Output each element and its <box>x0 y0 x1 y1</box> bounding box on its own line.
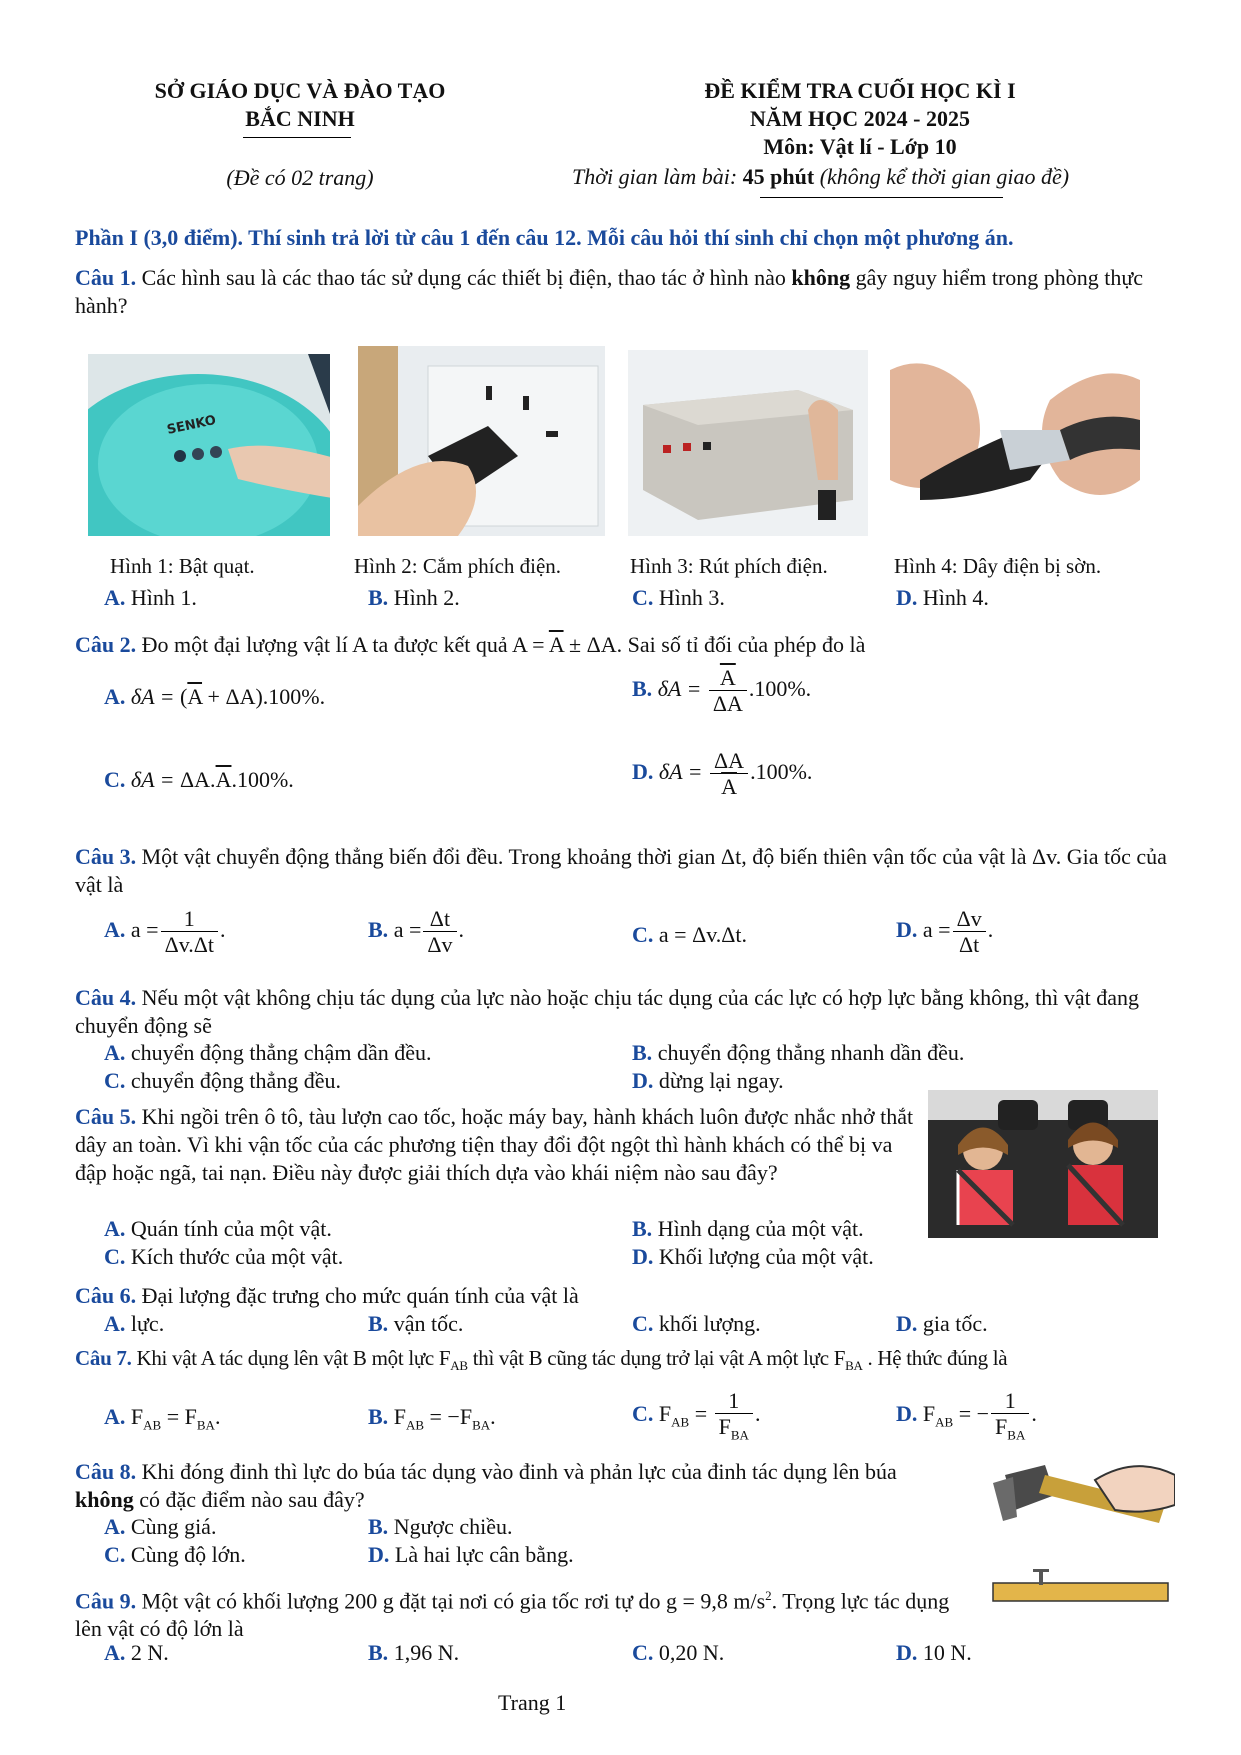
fraction: $\frac{1}{F_{BA}}$ <box>715 1388 753 1444</box>
q3-option-c[interactable] <box>632 922 747 948</box>
vector-f-ba <box>833 1346 863 1374</box>
option-letter: B. <box>368 1404 389 1429</box>
q6-option-b[interactable] <box>368 1311 463 1337</box>
plug-in-image <box>358 346 605 536</box>
vector-symbol: F <box>833 1346 846 1370</box>
option-text: chuyển động thẳng chậm dần đều. <box>125 1040 432 1065</box>
emphasis: không <box>791 265 851 290</box>
measurement-formula: $A = \overline{A} \pm \Delta A$. <box>511 632 623 657</box>
option-letter: D. <box>896 1640 918 1665</box>
q7-option-d[interactable]: D. $F_{AB}$ = − $\frac{1}{F_{BA}}$ . <box>896 1388 1037 1443</box>
option-letter: A. <box>104 1216 126 1241</box>
question-text: . Hệ thức đúng là <box>862 1346 1008 1370</box>
subject-line: Môn: Vật lí - Lớp 10 <box>763 134 957 159</box>
option-letter: B. <box>632 1216 653 1241</box>
option-text: Hình 1. <box>125 585 197 610</box>
unplug-image <box>628 350 868 536</box>
denominator: Δv.Δt <box>164 932 215 958</box>
question-text: Đo một đại lượng vật lí A ta được kết quả <box>136 632 512 657</box>
hammer-nail-image <box>985 1455 1175 1605</box>
fan-brand-label: SENKO <box>165 412 218 438</box>
q1-option-a[interactable] <box>104 585 197 611</box>
option-letter: D. <box>632 758 654 784</box>
question-2 <box>75 632 865 658</box>
q8-option-d[interactable] <box>368 1542 574 1568</box>
delta-symbol: δA = <box>658 758 709 784</box>
option-text: 10 N. <box>917 1640 972 1665</box>
header-right-rule <box>760 197 1003 198</box>
question-text: thì vật B cũng tác dụng trở lại vật A một lực <box>467 1346 834 1370</box>
option-letter: D. <box>368 1542 390 1567</box>
delta-symbol: δA = <box>657 675 707 701</box>
vector-f-ab <box>438 1346 468 1374</box>
option-letter: C. <box>104 1068 126 1093</box>
option-text: khối lượng. <box>653 1311 761 1336</box>
option-letter: B. <box>368 916 389 942</box>
option-expression: $(\overline{A} + \Delta A).100\%$. <box>180 684 326 709</box>
caption-figure-4: Hình 4: Dây điện bị sờn. <box>894 554 1102 578</box>
question-label: Câu 7. <box>75 1346 132 1370</box>
question-text: Một vật có khối lượng 200 g đặt tại nơi có gia tốc rơi tự do g = 9,8 m/s <box>136 1588 766 1614</box>
option-letter: B. <box>368 1311 389 1336</box>
option-text: dừng lại ngay. <box>653 1068 784 1093</box>
q5-option-d[interactable] <box>632 1244 874 1270</box>
question-8 <box>75 1458 960 1514</box>
time-value: 45 phút <box>742 164 815 189</box>
q1-option-d[interactable] <box>896 585 989 611</box>
option-tail: .100%. <box>750 758 813 784</box>
option-expression: a = Δv.Δt. <box>658 922 748 947</box>
fraction <box>709 665 747 717</box>
q9-option-d[interactable] <box>896 1640 972 1666</box>
option-letter: D. <box>896 916 918 942</box>
option-letter: A. <box>104 1640 126 1665</box>
numerator: Δt <box>423 906 456 932</box>
q2-option-c[interactable] <box>104 767 294 793</box>
q3-option-d[interactable] <box>896 906 993 958</box>
option-text: chuyển động thẳng nhanh dần đều. <box>652 1040 965 1065</box>
fraction <box>423 906 456 958</box>
seatbelt-children-image <box>928 1090 1158 1238</box>
option-letter: A. <box>104 1040 126 1065</box>
question-text: Sai số tỉ đối của phép đo là <box>622 632 866 657</box>
denominator: ΔA <box>712 691 743 717</box>
relation: = − <box>953 1400 990 1426</box>
emphasis: không <box>75 1487 134 1512</box>
option-text: Là hai lực cân bằng. <box>389 1542 574 1567</box>
option-text: 1,96 N. <box>388 1640 460 1665</box>
question-label: Câu 2. <box>75 632 137 657</box>
delta-symbol: δA = <box>130 684 181 709</box>
question-5 <box>75 1103 915 1187</box>
option-letter: C. <box>104 767 126 792</box>
numerator: Δv <box>953 906 986 932</box>
vector-subscript: AB <box>450 1358 468 1374</box>
q7-option-a[interactable] <box>104 1404 220 1433</box>
q5-option-b[interactable] <box>632 1216 864 1242</box>
option-tail: . <box>458 916 465 942</box>
option-letter: A. <box>104 916 126 942</box>
option-letter: C. <box>632 1640 654 1665</box>
option-text: Khối lượng của một vật. <box>653 1244 874 1269</box>
option-letter: C. <box>632 1400 654 1426</box>
question-label: Câu 1. <box>75 265 137 290</box>
option-tail: . <box>754 1400 761 1426</box>
question-3 <box>75 843 1170 899</box>
option-letter: B. <box>368 1514 389 1539</box>
option-lhs: a = <box>130 916 159 942</box>
option-text: Ngược chiều. <box>388 1514 513 1539</box>
fan-image <box>88 354 330 536</box>
delta-symbol: δA = <box>130 767 181 792</box>
denominator: Δv <box>427 932 453 958</box>
exponent: 2 <box>765 1588 772 1603</box>
question-label: Câu 9. <box>75 1588 137 1614</box>
page-count-note: (Đề có 02 trang) <box>226 165 374 190</box>
option-letter: D. <box>632 1068 654 1093</box>
option-expression: $F_{AB} = -F_{BA}$. <box>393 1404 496 1433</box>
time-prefix: Thời gian làm bài: <box>572 164 743 189</box>
option-text: lực. <box>125 1311 165 1336</box>
option-letter: B. <box>368 585 389 610</box>
denominator: A <box>721 774 737 800</box>
option-letter: A. <box>104 1514 126 1539</box>
question-text: Khi ngồi trên ô tô, tàu lượn cao tốc, hoặc máy bay, hành khách luôn được nhắc nhở thắt dây an toàn. Vì khi vận tốc của các phương tiện thay đổi đột ngột thì hành khách có thể bị va đập hoặc ngã, tai nạn. Điều này được giải thích dựa vào khái niệm nào sau đây? <box>75 1104 914 1185</box>
header-left-rule <box>243 137 351 138</box>
option-letter: D. <box>896 1400 918 1426</box>
option-tail: . <box>220 916 226 942</box>
option-letter: B. <box>632 675 653 701</box>
vector-subscript: BA <box>845 1358 863 1374</box>
question-label: Câu 4. <box>75 985 137 1010</box>
question-text: Khi vật A tác dụng lên vật B một lực <box>131 1346 439 1370</box>
question-label: Câu 3. <box>75 844 137 869</box>
denominator: Δt <box>959 932 980 958</box>
question-6 <box>75 1283 579 1309</box>
option-letter: B. <box>632 1040 653 1065</box>
option-tail: .100%. <box>748 675 812 701</box>
numerator: 1 <box>715 1388 753 1414</box>
numerator: 1 <box>991 1388 1029 1414</box>
q2-option-d[interactable] <box>632 748 812 800</box>
option-letter: C. <box>104 1542 126 1567</box>
q1-option-b[interactable] <box>368 585 460 611</box>
time-line <box>572 164 1069 190</box>
q1-option-c[interactable] <box>632 585 725 611</box>
option-tail: . <box>1031 1400 1037 1426</box>
q6-option-c[interactable] <box>632 1311 761 1337</box>
question-text: có đặc điểm nào sau đây? <box>133 1487 365 1512</box>
option-text: Kích thước của một vật. <box>125 1244 344 1269</box>
q9-option-a[interactable] <box>104 1640 169 1666</box>
q4-option-d[interactable] <box>632 1068 784 1094</box>
question-text: . Trọng lực tác dụng lên vật có độ lớn là <box>75 1588 950 1642</box>
question-1 <box>75 264 1170 320</box>
question-text: gây nguy hiểm trong phòng thực hành? <box>75 265 1144 318</box>
numerator: ΔA <box>710 748 748 774</box>
option-text: Hình dạng của một vật. <box>652 1216 864 1241</box>
q6-option-d[interactable] <box>896 1311 988 1337</box>
option-letter: A. <box>104 1404 126 1429</box>
q5-option-a[interactable] <box>104 1216 332 1242</box>
page-number: Trang 1 <box>498 1690 567 1715</box>
option-lhs: a = <box>393 916 422 942</box>
option-text: Hình 2. <box>388 585 460 610</box>
q5-option-c[interactable] <box>104 1244 343 1270</box>
option-text: Quán tính của một vật. <box>125 1216 332 1241</box>
q8-option-b[interactable] <box>368 1514 513 1540</box>
option-tail: . <box>987 916 994 942</box>
province-name: BẮC NINH <box>245 106 355 131</box>
q4-option-a[interactable] <box>104 1040 431 1066</box>
option-letter: B. <box>368 1640 389 1665</box>
option-text: 0,20 N. <box>653 1640 725 1665</box>
numerator: $\overline{A}$ <box>709 665 747 691</box>
relation: = <box>161 1404 185 1429</box>
q2-option-b[interactable] <box>632 665 811 717</box>
caption-figure-1: Hình 1: Bật quạt. <box>110 554 255 578</box>
question-text: Các hình sau là các thao tác sử dụng các thiết bị điện, thao tác ở hình nào <box>136 265 792 290</box>
option-text: Hình 4. <box>917 585 989 610</box>
question-9 <box>75 1582 960 1643</box>
numerator: 1 <box>161 906 218 932</box>
relation: = − <box>424 1404 460 1429</box>
q4-option-c[interactable] <box>104 1068 341 1094</box>
option-lhs: a = <box>922 916 951 942</box>
option-expression: $\Delta A.\overline{A}.100\%$. <box>180 767 294 792</box>
q7-option-c[interactable]: C. $F_{AB}$ = $\frac{1}{F_{BA}}$ . <box>632 1388 761 1443</box>
school-year: NĂM HỌC 2024 - 2025 <box>750 106 970 131</box>
question-label: Câu 8. <box>75 1459 137 1484</box>
option-letter: C. <box>632 922 654 947</box>
q6-option-a[interactable] <box>104 1311 164 1337</box>
frayed-wire-image <box>890 350 1140 536</box>
fraction <box>710 748 748 800</box>
question-4 <box>75 984 1170 1040</box>
option-text: gia tốc. <box>917 1311 988 1336</box>
option-text: 2 N. <box>125 1640 169 1665</box>
option-text: vận tốc. <box>388 1311 464 1336</box>
q7-option-b[interactable] <box>368 1404 496 1433</box>
q9-option-c[interactable] <box>632 1640 724 1666</box>
option-text: Cùng độ lớn. <box>125 1542 246 1567</box>
vector-symbol: F <box>438 1346 451 1370</box>
question-text: Nếu một vật không chịu tác dụng của lực nào hoặc chịu tác dụng của các lực có hợp lực bằng không, thì vật đang chuyển động sẽ <box>75 985 1139 1038</box>
option-letter: C. <box>104 1244 126 1269</box>
option-letter: C. <box>632 585 654 610</box>
caption-figure-3: Hình 3: Rút phích điện. <box>630 554 828 578</box>
option-tail: . <box>214 1404 221 1429</box>
question-text: Đại lượng đặc trưng cho mức quán tính của vật là <box>136 1283 579 1308</box>
option-letter: A. <box>104 1311 126 1336</box>
option-letter: C. <box>632 1311 654 1336</box>
q3-option-b[interactable] <box>368 906 464 958</box>
question-text: Khi đóng đinh thì lực do búa tác dụng vào đinh và phản lực của đinh tác dụng lên búa <box>136 1459 897 1484</box>
option-expression: $F_{AB} = F_{BA}$. <box>130 1404 221 1433</box>
section-title: Phần I (3,0 điểm). Thí sinh trả lời từ câu 1 đến câu 12. Mỗi câu hỏi thí sinh chỉ chọn một phương án. <box>75 225 1014 250</box>
question-text: Một vật chuyển động thẳng biến đổi đều. Trong khoảng thời gian Δt, độ biến thiên vận tốc của vật là Δv. Gia tốc của vật là <box>75 844 1167 897</box>
option-letter: A. <box>104 585 126 610</box>
option-tail: . <box>490 1404 496 1429</box>
department-name: SỞ GIÁO DỤC VÀ ĐÀO TẠO <box>154 78 446 103</box>
question-label: Câu 5. <box>75 1104 137 1129</box>
fraction <box>161 906 218 958</box>
option-text: Cùng giá. <box>125 1514 217 1539</box>
q8-option-c[interactable] <box>104 1542 246 1568</box>
option-text: chuyển động thẳng đều. <box>125 1068 342 1093</box>
q2-option-a[interactable] <box>104 684 325 710</box>
q3-option-a[interactable] <box>104 906 226 958</box>
relation: = <box>689 1400 713 1426</box>
fraction: $\frac{1}{F_{BA}}$ <box>991 1388 1029 1444</box>
option-text: Hình 3. <box>653 585 725 610</box>
question-7 <box>75 1346 1007 1374</box>
option-letter: A. <box>104 684 126 709</box>
q4-option-b[interactable] <box>632 1040 964 1066</box>
option-letter: D. <box>896 585 918 610</box>
caption-figure-2: Hình 2: Cắm phích điện. <box>354 554 562 578</box>
exam-title: ĐỀ KIỂM TRA CUỐI HỌC KÌ I <box>704 78 1016 103</box>
option-letter: D. <box>632 1244 654 1269</box>
option-letter: D. <box>896 1311 918 1336</box>
q9-option-b[interactable] <box>368 1640 459 1666</box>
time-suffix: (không kể thời gian giao đề) <box>814 164 1070 189</box>
question-label: Câu 6. <box>75 1283 137 1308</box>
q8-option-a[interactable] <box>104 1514 216 1540</box>
fraction <box>953 906 986 958</box>
